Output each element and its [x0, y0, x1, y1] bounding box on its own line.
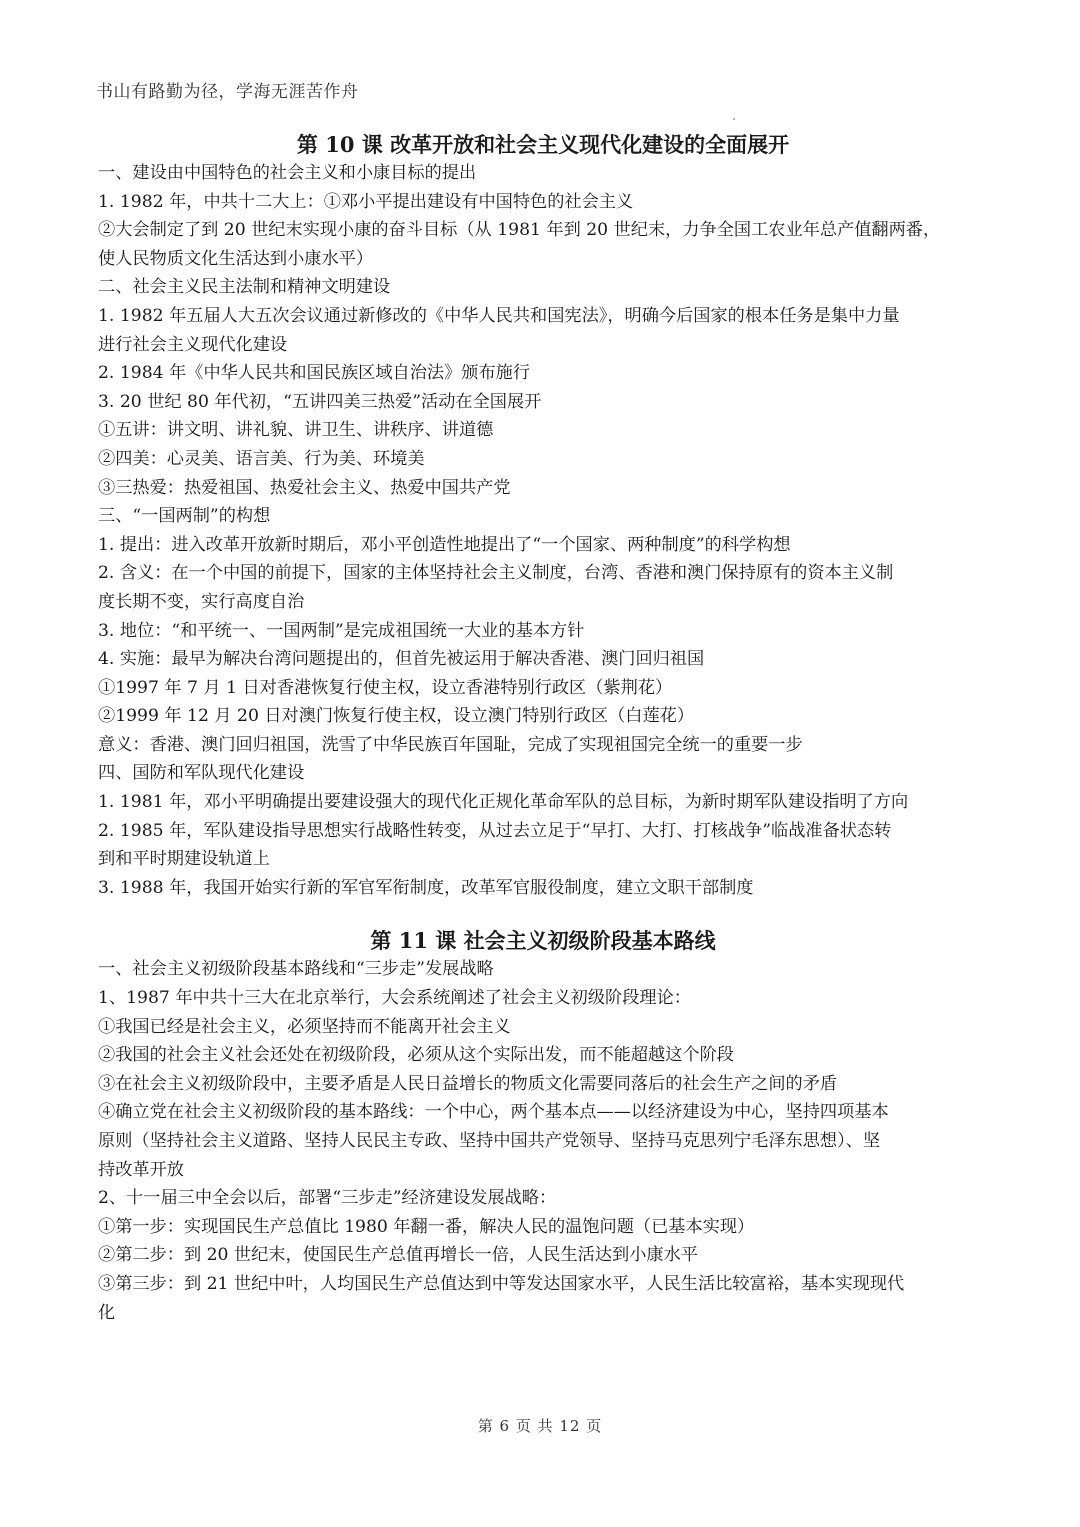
text-line: ②大会制定了到 20 世纪末实现小康的奋斗目标（从 1981 年到 20 世纪末，力争全国工农业年总产值翻两番，	[98, 220, 941, 241]
text-line: 3. 地位：“和平统一、一国两制”是完成祖国统一大业的基本方针	[98, 620, 585, 641]
document-body	[98, 131, 988, 1327]
text-line: 到和平时期建设轨道上	[98, 849, 270, 870]
text-line: 四、国防和军队现代化建设	[98, 763, 305, 784]
text-line: 一、建设由中国特色的社会主义和小康目标的提出	[98, 163, 477, 183]
text-line: ④确立党在社会主义初级阶段的基本路线：一个中心，两个基本点——以经济建设为中心，坚持四项基本	[98, 1102, 889, 1123]
text-line: 持改革开放	[98, 1159, 184, 1180]
text-line: 3. 20 世纪 80 年代初，“五讲四美三热爱”活动在全国展开	[98, 391, 542, 412]
text-line: 使人民物质文化生活达到小康水平）	[98, 248, 374, 269]
text-line: ③第三步：到 21 世纪中叶，人均国民生产总值达到中等发达国家水平，人民生活比较富裕，基本实现现代	[98, 1273, 905, 1294]
lesson-10-title: 第 10 课 改革开放和社会主义现代化建设的全面展开	[296, 132, 790, 157]
text-line: 2. 含义：在一个中国的前提下，国家的主体坚持社会主义制度，台湾、香港和澳门保持原有的资本主义制	[98, 563, 894, 584]
text-line: 化	[98, 1302, 116, 1323]
header-motto: 书山有路勤为径，学海无涯苦作舟	[96, 82, 359, 102]
text-line: ②我国的社会主义社会还处在初级阶段，必须从这个实际出发，而不能超越这个阶段	[98, 1045, 734, 1066]
text-line: 度长期不变，实行高度自治	[98, 591, 305, 612]
text-line: 进行社会主义现代化建设	[98, 334, 288, 355]
text-line: 1. 1982 年，中共十二大上：①邓小平提出建设有中国特色的社会主义	[98, 191, 634, 212]
text-line: ③在社会主义初级阶段中，主要矛盾是人民日益增长的物质文化需要同落后的社会生产之间的矛盾	[98, 1073, 838, 1094]
lesson-10-body	[98, 159, 988, 902]
page-number: 第 6 页 共 12 页	[477, 1417, 603, 1435]
text-line: ①第一步：实现国民生产总值比 1980 年翻一番，解决人民的温饱问题（已基本实现）	[98, 1216, 755, 1237]
text-line: ③三热爱：热爱祖国、热爱社会主义、热爱中国共产党	[98, 477, 511, 498]
lesson-11-body	[98, 955, 988, 1327]
text-line: ②第二步：到 20 世纪末，使国民生产总值再增长一倍，人民生活达到小康水平	[98, 1245, 698, 1266]
text-line: 2. 1984 年《中华人民共和国民族区域自治法》颁布施行	[98, 363, 531, 384]
text-line: 一、社会主义初级阶段基本路线和“三步走”发展战略	[98, 959, 494, 980]
text-line: 1. 1982 年五届人大五次会议通过新修改的《中华人民共和国宪法》，明确今后国家的根本任务是集中力量	[98, 305, 900, 326]
text-line: 三、“一国两制”的构想	[98, 506, 271, 527]
lesson-11-title: 第 11 课 社会主义初级阶段基本路线	[370, 928, 716, 954]
text-line: ①我国已经是社会主义，必须坚持而不能离开社会主义	[98, 1016, 511, 1037]
text-line: 2、十一届三中全会以后，部署“三步走”经济建设发展战略：	[98, 1188, 557, 1209]
text-line: ②1999 年 12 月 20 日对澳门恢复行使主权，设立澳门特别行政区（白莲花）	[98, 706, 695, 727]
text-line: 1. 提出：进入改革开放新时期后，邓小平创造性地提出了“一个国家、两种制度”的科学构想	[98, 534, 791, 555]
text-line: 2. 1985 年，军队建设指导思想实行战略性转变，从过去立足于“早打、大打、打核战争”临战准备状态转	[98, 820, 892, 841]
text-line: 原则（坚持社会主义道路、坚持人民民主专政、坚持中国共产党领导、坚持马克思列宁毛泽东思想）、坚	[98, 1131, 881, 1151]
text-line: 1. 1981 年，邓小平明确提出要建设强大的现代化正规化革命军队的总目标，为新时期军队建设指明了方向	[98, 792, 909, 813]
text-line: ②四美：心灵美、语言美、行为美、环境美	[98, 448, 425, 469]
text-line: 意义：香港、澳门回归祖国，洗雪了中华民族百年国耻，完成了实现祖国完全统一的重要一步	[98, 734, 803, 755]
text-line: 1、1987 年中共十三大在北京举行，大会系统阐述了社会主义初级阶段理论：	[98, 988, 691, 1009]
text-line: 4. 实施：最早为解决台湾问题提出的，但首先被运用于解决香港、澳门回归祖国	[98, 649, 705, 670]
text-line: 二、社会主义民主法制和精神文明建设	[98, 277, 391, 298]
text-line: 3. 1988 年，我国开始实行新的军官军衔制度，改革军官服役制度，建立文职干部制度	[98, 877, 754, 898]
text-line: ①五讲：讲文明、讲礼貌、讲卫生、讲秩序、讲道德	[98, 420, 494, 441]
text-line: ①1997 年 7 月 1 日对香港恢复行使主权，设立香港特别行政区（紫荆花）	[98, 677, 673, 698]
scan-speck	[733, 118, 735, 120]
section-gap	[98, 902, 988, 924]
